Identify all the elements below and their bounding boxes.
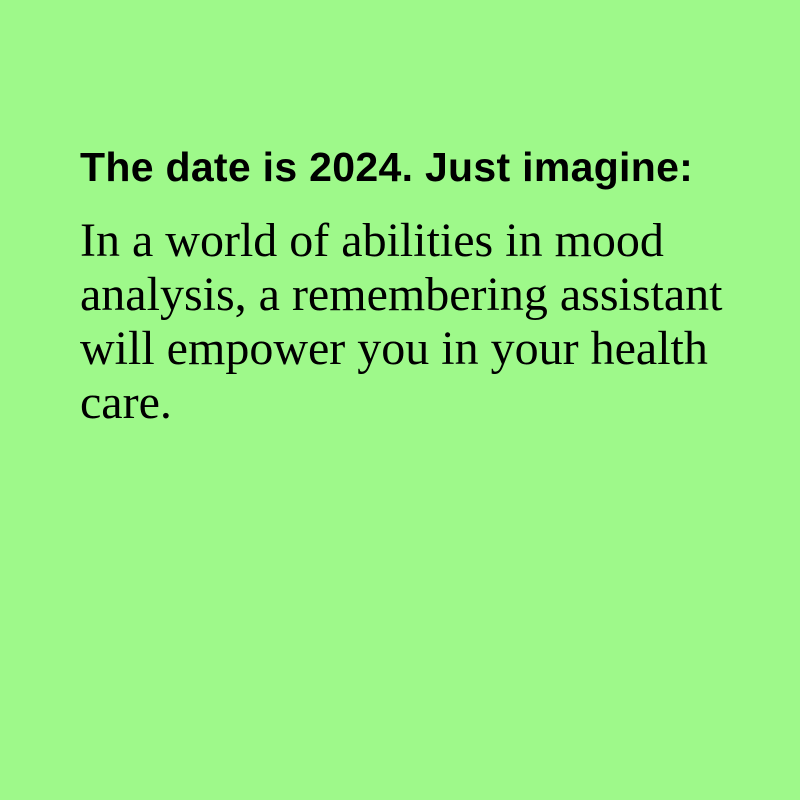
- body-text: In a world of abilities in mood analysis, a remembering assistant will empower you in your health care.: [80, 214, 723, 429]
- headline: The date is 2024. Just imagine:: [80, 144, 694, 190]
- text-block: [80, 142, 740, 430]
